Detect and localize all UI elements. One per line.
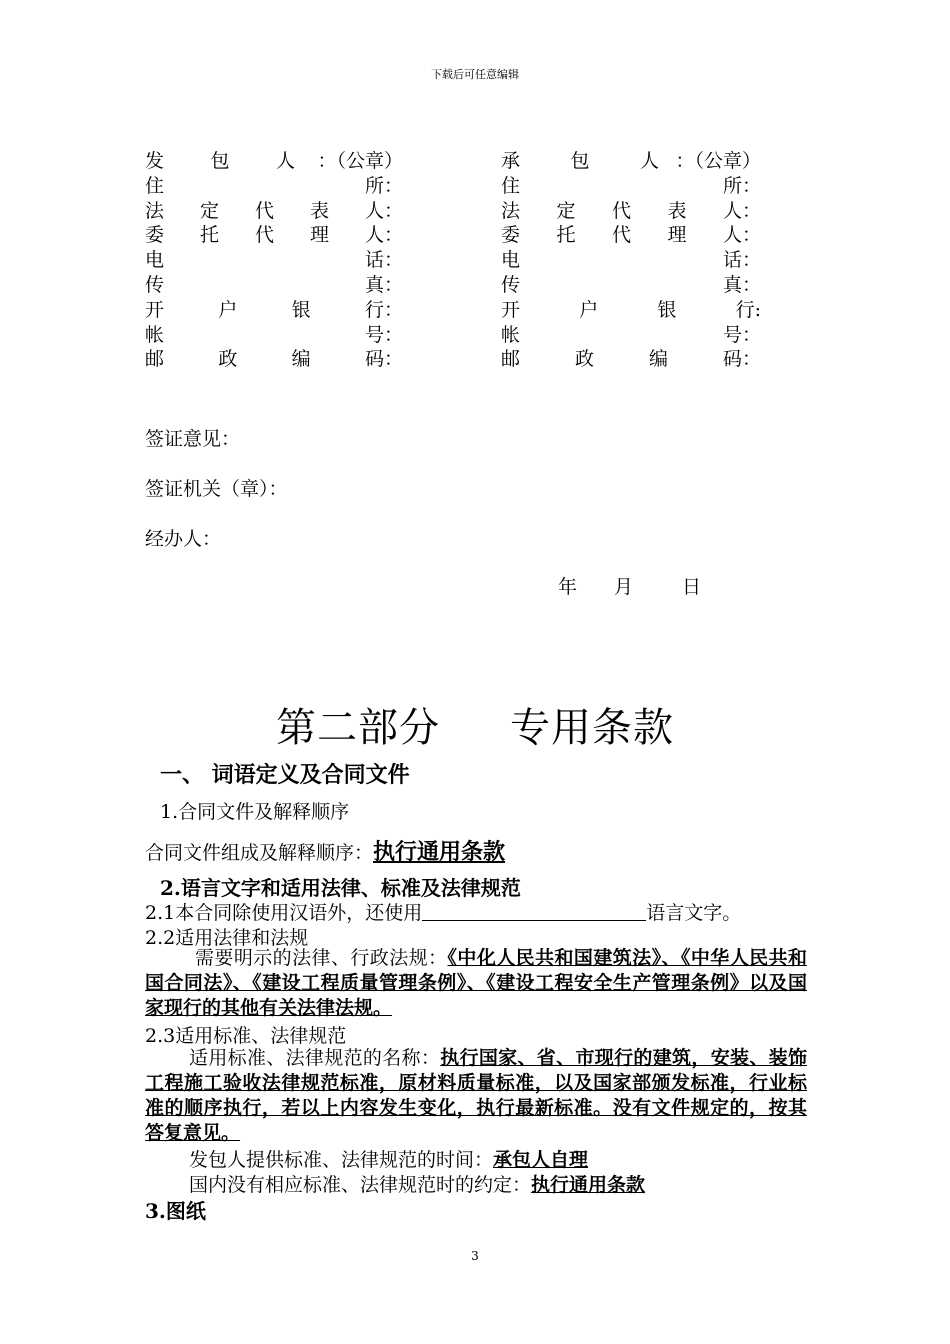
label-char: 托 bbox=[199, 224, 219, 247]
label-char: 传 bbox=[501, 273, 521, 296]
contractor-field-colon: ： bbox=[741, 174, 761, 197]
order-value: 执行通用条款 bbox=[373, 839, 506, 865]
contractor-field-row bbox=[501, 273, 761, 298]
contractor-field-colon: ： bbox=[741, 249, 761, 272]
part-title bbox=[0, 696, 950, 753]
provide-time-line bbox=[189, 1145, 588, 1172]
contractor-field-row bbox=[501, 223, 761, 248]
employer-field-label bbox=[145, 273, 384, 298]
label-char: 户 bbox=[218, 298, 238, 321]
provide-label: 发包人提供标准、法律规范的时间： bbox=[189, 1149, 494, 1171]
label-char: 电 bbox=[145, 249, 165, 272]
contractor-field-colon: ： bbox=[741, 323, 761, 346]
label-char: 法 bbox=[145, 199, 165, 222]
employer-block bbox=[145, 149, 403, 372]
page-number: 3 bbox=[471, 1249, 479, 1263]
label-char: 政 bbox=[218, 348, 238, 371]
label-char: 真 bbox=[722, 273, 742, 296]
clause-2-3: 2.3适用标准、法律规范 bbox=[145, 1025, 347, 1047]
label-char: 托 bbox=[556, 224, 576, 247]
label-char: 户 bbox=[579, 298, 599, 321]
contractor-field-row bbox=[501, 248, 761, 273]
employer-field-colon: ： bbox=[383, 199, 403, 222]
label-char: 代 bbox=[254, 224, 274, 247]
contractor-field-colon: ： bbox=[741, 199, 761, 222]
employer-field-label bbox=[145, 174, 384, 199]
order-line bbox=[145, 835, 505, 866]
contractor-field-row bbox=[501, 347, 761, 372]
item-1-contract-docs: 1.合同文件及解释顺序 bbox=[160, 801, 350, 823]
label-char: 代 bbox=[254, 199, 274, 222]
language-blank bbox=[422, 902, 646, 921]
label-char: 住 bbox=[501, 174, 521, 197]
order-label: 合同文件组成及解释顺序： bbox=[145, 842, 374, 864]
no-standard-value: 执行通用条款 bbox=[531, 1174, 646, 1196]
employer-field-row bbox=[145, 174, 403, 199]
contractor-title-suffix: ：（公章） bbox=[675, 150, 761, 172]
label-char: 理 bbox=[309, 224, 329, 247]
label-char: 号 bbox=[364, 323, 384, 346]
page-header: 下载后可任意编辑 bbox=[431, 68, 519, 81]
label-char: 邮 bbox=[145, 348, 165, 371]
employer-field-colon: ： bbox=[383, 249, 403, 272]
contractor-field-colon: ： bbox=[741, 273, 761, 296]
label-char: 邮 bbox=[501, 348, 521, 371]
label-char: 理 bbox=[667, 224, 687, 247]
employer-field-colon: ： bbox=[383, 224, 403, 247]
contractor-field-colon: ： bbox=[741, 348, 761, 371]
label-char: 人 bbox=[722, 224, 742, 247]
label-char: 定 bbox=[199, 199, 219, 222]
label-char: 编 bbox=[291, 348, 311, 371]
contractor-title-row bbox=[501, 149, 761, 174]
label-char: 定 bbox=[556, 199, 576, 222]
contractor-field-row bbox=[501, 298, 761, 323]
visa-authority: 签证机关（章）： bbox=[145, 478, 288, 500]
employer-field-label bbox=[145, 323, 384, 348]
contractor-field-row bbox=[501, 174, 761, 199]
employer-field-row bbox=[145, 199, 403, 224]
label-char: 住 bbox=[145, 174, 165, 197]
employer-field-row bbox=[145, 347, 403, 372]
employer-field-row bbox=[145, 298, 403, 323]
label-char: 所 bbox=[364, 174, 384, 197]
section-1-heading: 一、 词语定义及合同文件 bbox=[160, 763, 410, 788]
provide-value: 承包人自理 bbox=[493, 1149, 589, 1171]
label-char: 开 bbox=[501, 298, 521, 321]
employer-field-row bbox=[145, 223, 403, 248]
part-title-a: 第二部分 bbox=[276, 705, 440, 751]
label-char: 码 bbox=[364, 348, 384, 371]
label-char: 发 bbox=[145, 150, 165, 172]
label-char: 人 bbox=[364, 224, 384, 247]
label-char: 银 bbox=[657, 298, 677, 321]
employer-title-row bbox=[145, 149, 403, 174]
contractor-field-row bbox=[501, 323, 761, 348]
employer-title-suffix: ：（公章） bbox=[317, 150, 403, 172]
label-char: 行 bbox=[364, 298, 384, 321]
no-standard-label: 国内没有相应标准、法律规范时的约定： bbox=[189, 1174, 532, 1196]
label-char: 码 bbox=[722, 348, 742, 371]
contractor-field-label bbox=[501, 323, 742, 348]
clause-2-1 bbox=[145, 898, 741, 925]
contractor-field-colon: ： bbox=[741, 224, 761, 247]
contractor-field-colon: : bbox=[754, 298, 761, 321]
part-title-b: 专用条款 bbox=[510, 705, 674, 751]
label-char: 传 bbox=[145, 273, 165, 296]
standards-paragraph bbox=[145, 1046, 807, 1146]
contractor-field-row bbox=[501, 199, 761, 224]
label-char: 人 bbox=[722, 199, 742, 222]
contractor-field-label bbox=[501, 248, 742, 273]
employer-field-colon: ： bbox=[383, 273, 403, 296]
employer-field-label bbox=[145, 298, 384, 323]
label-char: 帐 bbox=[145, 323, 165, 346]
label-char: 委 bbox=[145, 224, 165, 247]
label-char: 人 bbox=[639, 150, 659, 172]
date-year: 年 bbox=[558, 576, 578, 598]
handler: 经办人： bbox=[145, 528, 222, 550]
label-char: 表 bbox=[309, 199, 329, 222]
label-char: 号 bbox=[722, 323, 742, 346]
employer-field-colon: ： bbox=[383, 348, 403, 371]
standards-value: 执行国家、省、市现行的建筑，安装、装饰工程施工验收法律规范标准，原材料质量标准，以及国家部颁发标准，行业标准的顺序执行，若以上内容发生变化，执行最新标准。没有文件规定的，按其答复意见。 bbox=[145, 1047, 807, 1144]
employer-field-row bbox=[145, 248, 403, 273]
label-char: 人 bbox=[364, 199, 384, 222]
label-char: 法 bbox=[501, 199, 521, 222]
laws-value: 《中化人民共和国建筑法》、《中华人民共和国合同法》、《建设工程质量管理条例》、《建设工程安全生产管理条例》以及国家现行的其他有关法律法规。 bbox=[145, 947, 807, 1019]
employer-field-row bbox=[145, 273, 403, 298]
label-char: 委 bbox=[501, 224, 521, 247]
contractor-field-label bbox=[501, 199, 742, 224]
label-char: 代 bbox=[611, 224, 631, 247]
label-char: 帐 bbox=[501, 323, 521, 346]
label-char: 承 bbox=[501, 150, 521, 172]
employer-field-colon: ： bbox=[383, 298, 403, 321]
label-char: 人 bbox=[275, 150, 295, 172]
clause-2-1-suffix: 语言文字。 bbox=[646, 902, 742, 924]
label-char: 政 bbox=[574, 348, 594, 371]
employer-field-colon: ： bbox=[383, 323, 403, 346]
label-char: 话 bbox=[364, 249, 384, 272]
date-day: 日 bbox=[682, 576, 702, 598]
section-3-heading: 3.图纸 bbox=[145, 1199, 206, 1223]
label-char: 行 bbox=[735, 298, 755, 321]
label-char: 代 bbox=[611, 199, 631, 222]
standards-label: 适用标准、法律规范的名称： bbox=[189, 1047, 441, 1069]
laws-paragraph bbox=[145, 946, 807, 1021]
label-char: 包 bbox=[210, 150, 230, 172]
contractor-field-label bbox=[501, 347, 742, 372]
label-char: 真 bbox=[364, 273, 384, 296]
no-standard-line bbox=[189, 1170, 645, 1197]
label-char: 所 bbox=[722, 174, 742, 197]
label-char: 话 bbox=[722, 249, 742, 272]
contractor-field-label bbox=[501, 174, 742, 199]
contractor-title-label bbox=[501, 149, 659, 174]
employer-title-label bbox=[145, 149, 295, 174]
visa-opinion: 签证意见： bbox=[145, 428, 241, 450]
employer-field-row bbox=[145, 323, 403, 348]
section-2-heading: 2.语言文字和适用法律、标准及法律规范 bbox=[160, 876, 521, 900]
date-month: 月 bbox=[614, 576, 634, 598]
contractor-field-label bbox=[501, 273, 742, 298]
label-char: 电 bbox=[501, 249, 521, 272]
label-char: 表 bbox=[667, 199, 687, 222]
clause-2-2: 2.2适用法律和法规 bbox=[145, 927, 309, 949]
clause-2-1-prefix: 2.1本合同除使用汉语外，还使用 bbox=[145, 902, 423, 924]
employer-field-label bbox=[145, 347, 384, 372]
employer-field-label bbox=[145, 223, 384, 248]
laws-label: 需要明示的法律、行政法规： bbox=[195, 947, 448, 969]
contractor-field-label bbox=[501, 298, 755, 323]
contractor-block bbox=[501, 149, 761, 372]
employer-field-label bbox=[145, 199, 384, 224]
label-char: 包 bbox=[570, 150, 590, 172]
label-char: 开 bbox=[145, 298, 165, 321]
employer-field-colon: ： bbox=[383, 174, 403, 197]
label-char: 银 bbox=[291, 298, 311, 321]
employer-field-label bbox=[145, 248, 384, 273]
label-char: 编 bbox=[648, 348, 668, 371]
contractor-field-label bbox=[501, 223, 742, 248]
